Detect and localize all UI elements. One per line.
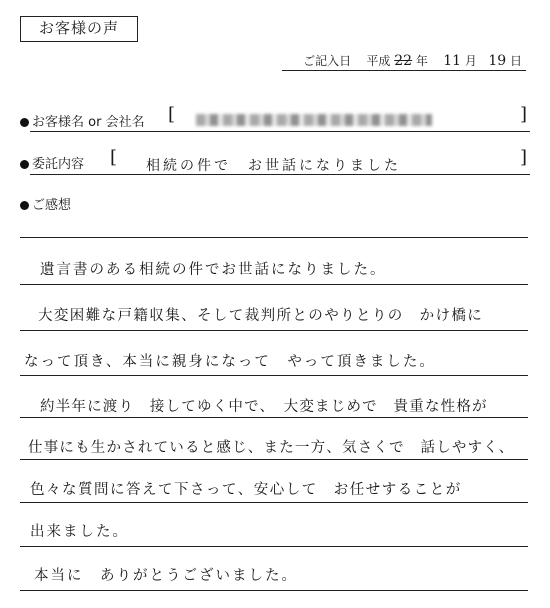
date-year-unit: 年 [415,54,428,68]
bracket-close-icon: ] [520,147,528,168]
customer-name-underline [30,131,530,132]
impression-line: 遺言書のある相続の件でお世話になりました。 [40,262,387,278]
date-month-unit: 月 [464,54,477,68]
impression-line: 色々な質問に答えて下さって、安心して お任せすることが [30,482,462,498]
category-underline [30,174,530,175]
ruled-line [20,237,528,238]
bullet-icon [20,160,29,169]
ruled-line [20,459,528,460]
ruled-line [20,284,528,285]
ruled-line [20,546,528,547]
ruled-line [20,375,528,376]
impression-line: 約半年に渡り 接してゆく中で、 大変まじめで 貴重な性格が [40,399,488,415]
category-value: 相続の件で お世話になりました [146,158,401,174]
date-underline [282,70,526,71]
date-month: 11 [443,53,462,69]
impression-row [20,194,71,213]
bullet-icon [20,201,29,210]
date-year: 22 [394,53,413,69]
date-era: 平成 [366,54,391,68]
impression-label: ご感想 [32,198,72,213]
ruled-line [20,330,528,331]
category-row [20,153,84,172]
ruled-line [20,590,528,591]
date-day: 19 [488,53,507,69]
impression-line: 出来ました。 [30,524,129,540]
redacted-customer-name [196,114,432,126]
bracket-close-icon: ] [520,104,528,125]
impression-line: 大変困難な戸籍収集、そして裁判所とのやりとりの かけ橋に [38,308,484,324]
page-title: お客様の声 [20,16,138,42]
bracket-open-icon: [ [110,147,118,168]
impression-line: 本当に ありがとうございました。 [34,568,298,584]
date-day-unit: 日 [509,54,522,68]
category-label: 委託内容 [32,157,85,172]
ruled-line [20,502,528,503]
customer-name-row [20,111,145,130]
customer-name-label: お客様名 or 会社名 [32,115,145,130]
date-label: ご記入日 [303,54,352,68]
entry-date [303,52,522,69]
ruled-line [20,417,528,418]
bullet-icon [20,118,29,127]
bracket-open-icon: [ [168,104,176,125]
impression-line: 仕事にも生かされていると感じ、また一方、気さくで 話しやすく、 [28,440,515,456]
impression-line: なって頂き、本当に親身になって やって頂きました。 [24,354,436,370]
